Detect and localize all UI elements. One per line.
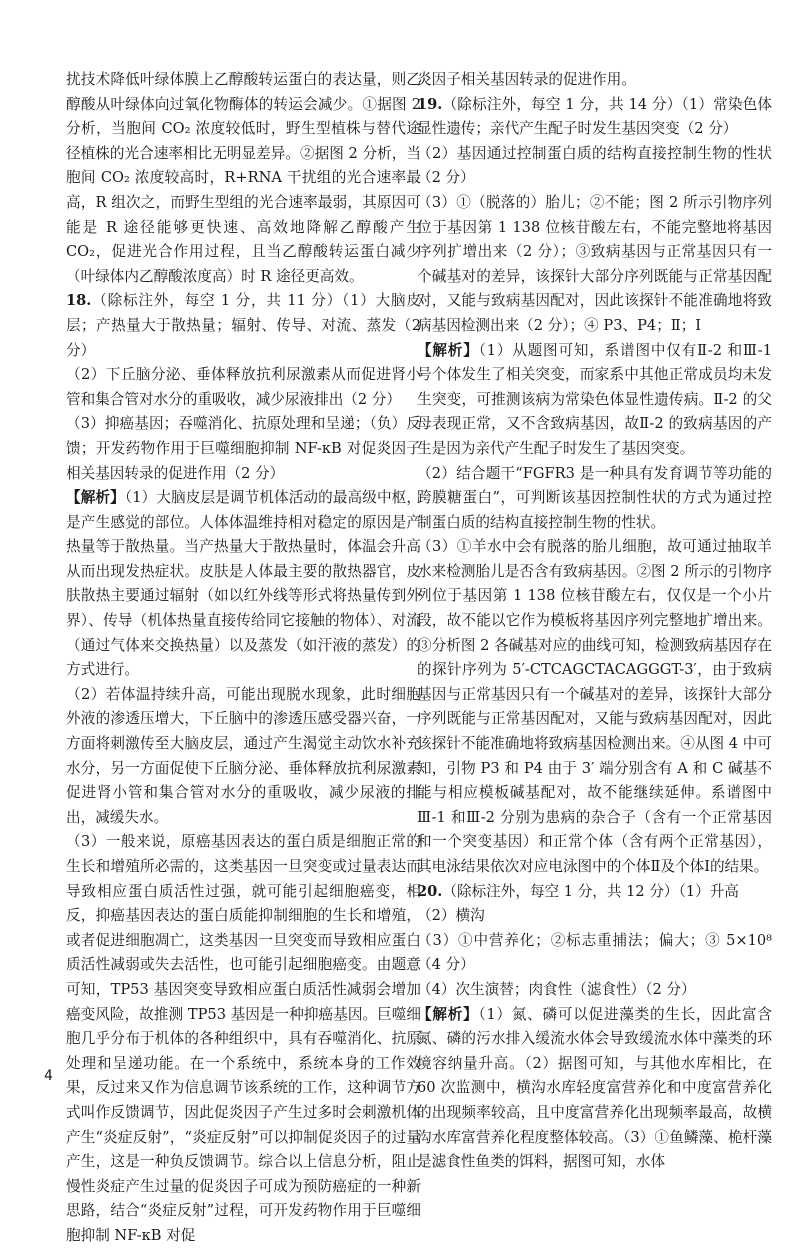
question-20-answer <box>417 880 772 905</box>
question-19-number: 19. <box>417 95 443 113</box>
question-20-analysis <box>417 1003 772 1175</box>
analysis-label: 【解析】 <box>417 1005 479 1023</box>
analysis-20: （1）氮、磷可以促进藻类的生长，因此富含氮、磷的污水排入缓流水体会导致缓流水体中藻类的环境容纳量升高。（2）据图可知，与其他水库相比，在 60 次监测中，横沟水库轻度富营养化和中度富营养化的出现频率较高，且中度富营养化出现频率最高，故横沟水库富营养化程度整体较高。（3）①鱼鳞藻、桅杆藻是滤食性鱼类的饵料，据图可知，水体 <box>417 1005 772 1171</box>
analysis-19-part2: （2）结合题干“FGFR3 是一种具有发育调节等功能的跨膜糖蛋白”，可判断该基因控制性状的方式为通过控制蛋白质的结构直接控制生物的性状。 <box>417 464 772 531</box>
analysis-18-part3: （3）一般来说，原癌基因表达的蛋白质是细胞正常的生长和增殖所必需的，这类基因一旦突变或过量表达而导致相应蛋白质活性过强，就可能引起细胞癌变，相反，抑癌基因表达的蛋白质能抑制细胞的生长和增殖，或者促进细胞凋亡，这类基因一旦突变而导致相应蛋白质活性减弱或失去活性，也可能引起细胞癌变。由题意可知，TP53 基因突变导致相应蛋白质活性减弱会增加癌变风险，故推测 TP53 基因是一种抑癌基因。巨噬细胞几乎分布于机体的各种组织中，具有吞噬消化、抗原处理和呈递功能。在一个系统中，系统本身的工作效果，反过来又作为信息调节该系统的工作，这种调节方式叫作反馈调节，因此促炎因子产生过多时会刺激机体产生“炎症反射”，“炎症反射”可以抑制促炎因子的过量产生，这是一种负反馈调节。综合以上信息分析，阻止慢性炎症产生过量的促炎因子可成为预防癌症的一种新思路，结合“炎症反射”过程，可开发药物作用于巨噬细胞抑制 NF-κB 对促 <box>66 833 421 1244</box>
analysis-19-part1: （1）从题图可知，系谱图中仅有Ⅱ-2 和Ⅲ-1 号个体发生了相关突变，而家系中其他正常成员均未发生突变，可推测该病为常染色体显性遗传病。Ⅱ-2 的父母表现正常，又不含致病基因，故Ⅱ-2 的致病基因的产生是因为亲代产生配子时发生了基因突变。 <box>417 341 772 457</box>
question-19-part2: （2）基因通过控制蛋白质的结构直接控制生物的性状（2 分） <box>417 144 772 187</box>
question-19-analysis <box>417 339 772 462</box>
page-number: 4 <box>44 1068 53 1084</box>
question-18-part3: （3）抑癌基因；吞噬消化、抗原处理和呈递；（负）反馈；开发药物作用于巨噬细胞抑制 NF-κB 对促炎因子相关基因转录的促进作用（2 分） <box>66 415 421 482</box>
question-19-answer <box>417 93 772 142</box>
question-18-answer <box>66 289 421 363</box>
paragraph-continuation: 炎因子相关基因转录的促进作用。 <box>417 71 636 88</box>
analysis-18-part1: （1）大脑皮层是调节机体活动的最高级中枢，是产生感觉的部位。人体体温维持相对稳定的原因是产热量等于散热量。当产热量大于散热量时，体温会升高从而出现发热症状。皮肤是人体最主要的散热器官，皮肤散热主要通过辐射（如以红外线等形式将热量传到外界）、传导（机体热量直接传给同它接触的物体）、对流（通过气体来交换热量）以及蒸发（如汗液的蒸发）的方式进行。 <box>66 489 421 679</box>
question-18-analysis <box>66 486 421 683</box>
analysis-label: 【解析】 <box>417 341 479 359</box>
question-19-part3: （3）①（脱落的）胎儿；②不能；图 2 所示引物序列位于基因第 1 138 位核苷酸左右，不能完整地将基因序列扩增出来（2 分）；③致病基因与正常基因只有一个碱基对的差异，该探针大部分序列既能与正常基因配对，又能与致病基因配对，因此该探针不能准确地将致病基因检测出来（2 分）；④ P3、P4；Ⅱ；Ⅰ <box>417 193 772 334</box>
question-18-number: 18. <box>66 292 92 310</box>
paragraph-continuation: 扰技术降低叶绿体膜上乙醇酸转运蛋白的表达量，则乙醇酸从叶绿体向过氧化物酶体的转运会减少。①据图 2 分析，当胞间 CO₂ 浓度较低时，野生型植株与替代途径植株的光合速率相比无明显差异。②据图 2 分析，当胞间 CO₂ 浓度较高时，R+RNA 干扰组的光合速率最高，R 组次之，而野生型组的光合速率最弱，其原因可能是 R 途径能够更快速、高效地降解乙醇酸产生 CO₂，促进光合作用过程，且当乙醇酸转运蛋白减少（叶绿体内乙醇酸浓度高）时 R 途径更高效。 <box>66 71 421 285</box>
question-18-part1: （除标注外，每空 1 分，共 11 分）（1）大脑皮层；产热量大于散热量；辐射、传导、对流、蒸发（2 分） <box>66 292 421 359</box>
question-20-part1: （除标注外，每空 1 分，共 12 分）（1）升高 <box>442 882 739 900</box>
analysis-label: 【解析】 <box>66 489 125 507</box>
question-19-part1: （除标注外，每空 1 分，共 14 分）（1）常染色体显性遗传；亲代产生配子时发生基因突变（2 分） <box>417 95 772 138</box>
question-20-number: 20. <box>417 882 443 900</box>
question-18-part2: （2）下丘脑分泌、垂体释放抗利尿激素从而促进肾小管和集合管对水分的重吸收，减少尿液排出（2 分） <box>66 366 421 408</box>
analysis-19-part3: （3）①羊水中会有脱落的胎儿细胞，故可通过抽取羊水来检测胎儿是否含有致病基因。②图 2 所示的引物序列位于基因第 1 138 位核苷酸左右，仅仅是一个小片段，故不能以它作为模板将基因序列完整地扩增出来。③分析图 2 各碱基对应的曲线可知，检测致病基因存在的探针序列为 5′-CTCAGCTACAGGGT-3′，由于致病基因与正常基因只有一个碱基对的差异，该探针大部分序列既能与正常基因配对，又能与致病基因配对，因此该探针不能准确地将致病基因检测出来。④从图 4 中可知，引物 P3 和 P4 由于 3′ 端分别含有 A 和 C 碱基不能与相应模板碱基配对，故不能继续延伸。系谱图中Ⅲ-1 和Ⅲ-2 分别为患病的杂合子（含有一个正常基因和一个突变基因）和正常个体（含有两个正常基因），其电泳结果依次对应电泳图中的个体Ⅱ及个体Ⅰ的结果。 <box>417 538 772 875</box>
question-20-part2: （2）横沟 <box>417 907 485 925</box>
analysis-18-part2: （2）若体温持续升高，可能出现脱水现象，此时细胞外液的渗透压增大，下丘脑中的渗透压感受器兴奋，一方面将刺激传至大脑皮层，通过产生渴觉主动饮水补充水分，另一方面促使下丘脑分泌、垂体释放抗利尿激素促进肾小管和集合管对水分的重吸收，减少尿液的排出，减缓失水。 <box>66 685 421 826</box>
left-column <box>66 68 421 1249</box>
right-column <box>417 68 772 1175</box>
question-20-part3: （3）①中营养化；②标志重捕法；偏大；③ 5×10⁸（4 分） <box>417 931 772 974</box>
question-20-part4: （4）次生演替；肉食性（滤食性）（2 分） <box>417 980 696 998</box>
